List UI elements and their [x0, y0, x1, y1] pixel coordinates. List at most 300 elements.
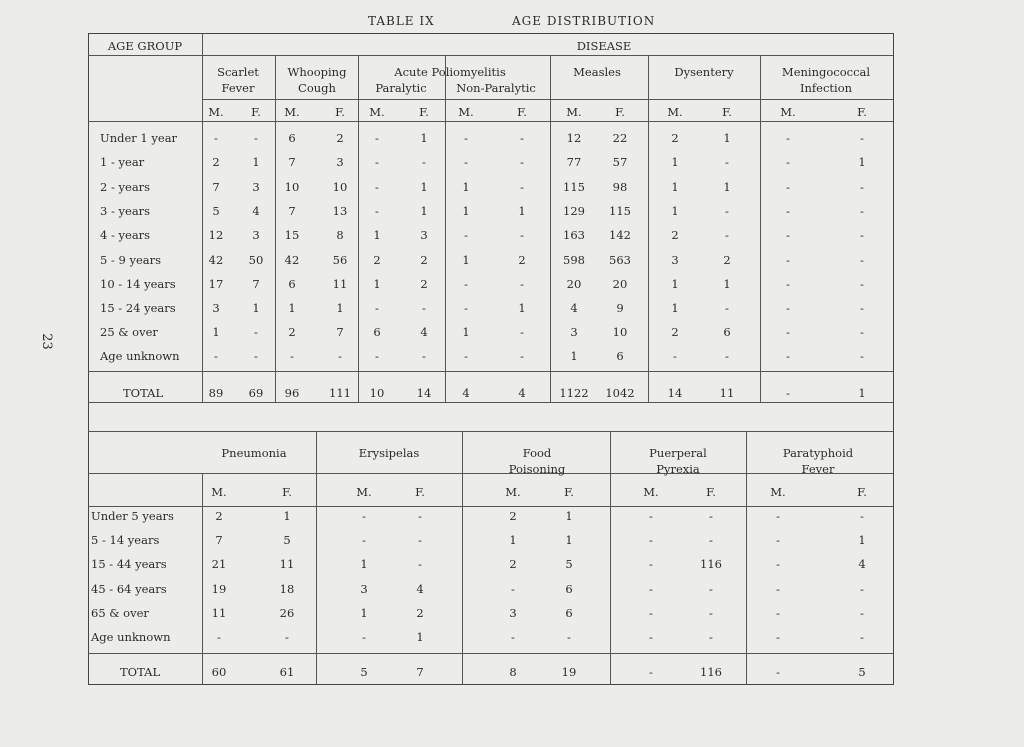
table-cell: 1: [671, 277, 679, 291]
table-cell: -: [776, 582, 780, 596]
table-cell: -: [860, 180, 864, 194]
table-cell: -: [375, 349, 379, 363]
table-cell: -: [725, 155, 729, 169]
table-cell: 7: [215, 533, 223, 547]
disease-name: Paratyphoid: [782, 446, 854, 460]
total-cell: 19: [561, 665, 577, 679]
page-number: 23: [38, 333, 54, 350]
table-cell: 1: [373, 277, 381, 291]
rule-line: [202, 473, 203, 685]
rule-line: [202, 33, 203, 402]
table-cell: 4: [416, 582, 424, 596]
table-cell: 20: [566, 277, 582, 291]
sex-header-male: M.: [780, 105, 796, 119]
table-cell: 4: [420, 325, 428, 339]
table-cell: 7: [336, 325, 344, 339]
total-cell: 5: [858, 665, 866, 679]
sex-header-male: M.: [208, 105, 224, 119]
table-cell: -: [709, 582, 713, 596]
table-cell: -: [217, 630, 221, 644]
table-cell: -: [673, 349, 677, 363]
sex-header-male: M.: [667, 105, 683, 119]
table-cell: -: [214, 349, 218, 363]
age-group-label: 2 - years: [100, 180, 151, 194]
total-cell: 1122: [559, 386, 589, 400]
table-cell: -: [214, 131, 218, 145]
table-cell: -: [860, 630, 864, 644]
table-cell: 2: [373, 253, 381, 267]
table-cell: 4: [252, 204, 260, 218]
rule-line: [445, 55, 446, 402]
table-cell: -: [362, 630, 366, 644]
table-cell: 4: [858, 557, 866, 571]
table-cell: -: [649, 606, 653, 620]
table-cell: 6: [616, 349, 624, 363]
sex-header-male: M.: [458, 105, 474, 119]
table-cell: -: [649, 582, 653, 596]
table-cell: 57: [612, 155, 628, 169]
sex-header-female: F.: [615, 105, 625, 119]
age-group-label: 15 - 44 years: [91, 557, 167, 571]
table-cell: 1: [252, 155, 260, 169]
table-cell: 13: [332, 204, 348, 218]
table-cell: 1: [858, 533, 866, 547]
disease-name: Scarlet: [217, 65, 259, 79]
table-cell: 77: [566, 155, 582, 169]
table-cell: -: [709, 533, 713, 547]
disease-name: Meningococcal: [781, 65, 871, 79]
table-cell: 17: [208, 277, 224, 291]
age-group-label: 65 & over: [91, 606, 149, 620]
table-cell: 20: [612, 277, 628, 291]
age-group-label: Under 5 years: [91, 509, 174, 523]
table-cell: 1: [565, 533, 573, 547]
table-cell: -: [511, 630, 515, 644]
table-cell: -: [860, 228, 864, 242]
disease-name-line2: Fever: [221, 81, 255, 95]
table-cell: -: [375, 131, 379, 145]
sex-header-male: M.: [211, 485, 227, 499]
rule-line: [88, 473, 893, 474]
rule-line: [275, 55, 276, 402]
table-subtitle: AGE DISTRIBUTION: [512, 14, 656, 28]
table-cell: 6: [288, 131, 296, 145]
disease-name: Puerperal: [649, 446, 707, 460]
table-cell: -: [776, 533, 780, 547]
disease-name-line2: Poisoning: [508, 462, 566, 476]
total-cell: 69: [248, 386, 264, 400]
table-cell: -: [860, 131, 864, 145]
sex-header-male: M.: [369, 105, 385, 119]
table-cell: -: [511, 582, 515, 596]
table-cell: 598: [563, 253, 585, 267]
table-cell: 11: [279, 557, 295, 571]
table-cell: 1: [723, 131, 731, 145]
total-cell: 14: [667, 386, 683, 400]
age-group-header: AGE GROUP: [107, 39, 183, 53]
disease-name: Erysipelas: [358, 446, 420, 460]
table-cell: 1: [570, 349, 578, 363]
table-cell: 1: [252, 301, 260, 315]
table-cell: 56: [332, 253, 348, 267]
table-cell: -: [464, 155, 468, 169]
table-cell: -: [860, 606, 864, 620]
table-cell: -: [254, 325, 258, 339]
table-cell: -: [520, 228, 524, 242]
table-cell: -: [786, 253, 790, 267]
age-group-label: 15 - 24 years: [100, 301, 176, 315]
table-cell: -: [422, 301, 426, 315]
total-label: TOTAL: [123, 386, 164, 400]
table-cell: 163: [563, 228, 585, 242]
table-cell: 1: [420, 131, 428, 145]
table-cell: -: [860, 582, 864, 596]
table-cell: -: [860, 301, 864, 315]
table-cell: 1: [671, 180, 679, 194]
total-cell: -: [786, 386, 790, 400]
table-cell: 2: [518, 253, 526, 267]
total-cell: 1042: [605, 386, 635, 400]
table-cell: -: [786, 204, 790, 218]
table-cell: 10: [332, 180, 348, 194]
sex-header-female: F.: [335, 105, 345, 119]
table-cell: 7: [252, 277, 260, 291]
rule-line: [445, 76, 446, 99]
disease-name: Measles: [573, 65, 621, 79]
table-cell: 5: [565, 557, 573, 571]
total-cell: 96: [284, 386, 300, 400]
table-cell: -: [786, 301, 790, 315]
sex-header-male: M.: [643, 485, 659, 499]
disease-header: DISEASE: [576, 39, 632, 53]
age-group-label: 1 - year: [100, 155, 145, 169]
sex-header-female: F.: [282, 485, 292, 499]
sex-header-male: M.: [505, 485, 521, 499]
table-cell: 19: [211, 582, 227, 596]
disease-name: Dysentery: [674, 65, 734, 79]
rule-line: [202, 99, 893, 100]
table-cell: -: [520, 155, 524, 169]
table-cell: 7: [212, 180, 220, 194]
table-cell: -: [725, 228, 729, 242]
table-cell: 10: [612, 325, 628, 339]
disease-name: Paralytic: [375, 81, 427, 95]
total-cell: 111: [329, 386, 351, 400]
disease-name: Pneumonia: [221, 446, 287, 460]
total-cell: -: [776, 665, 780, 679]
table-cell: 4: [570, 301, 578, 315]
table-cell: 1: [462, 180, 470, 194]
total-cell: 1: [858, 386, 866, 400]
table-cell: -: [860, 204, 864, 218]
table-cell: 1: [509, 533, 517, 547]
table-cell: 1: [671, 155, 679, 169]
total-cell: 10: [369, 386, 385, 400]
table-cell: -: [464, 131, 468, 145]
table-cell: 12: [566, 131, 582, 145]
sex-header-female: F.: [857, 105, 867, 119]
table-cell: -: [860, 509, 864, 523]
table-cell: -: [422, 155, 426, 169]
table-cell: 15: [284, 228, 300, 242]
table-cell: 1: [288, 301, 296, 315]
table-cell: 11: [211, 606, 227, 620]
table-cell: 6: [565, 582, 573, 596]
table-cell: 6: [565, 606, 573, 620]
table-cell: -: [375, 301, 379, 315]
sex-header-female: F.: [857, 485, 867, 499]
table-cell: -: [418, 509, 422, 523]
table-cell: 3: [509, 606, 517, 620]
table-cell: 115: [563, 180, 585, 194]
total-label: TOTAL: [120, 665, 161, 679]
table-cell: 1: [360, 606, 368, 620]
table-cell: -: [254, 131, 258, 145]
table-cell: -: [709, 606, 713, 620]
polio-header: Acute Poliomyelitis: [394, 65, 506, 79]
table-cell: 1: [212, 325, 220, 339]
disease-name-line2: Pyrexia: [656, 462, 700, 476]
age-group-label: 5 - 14 years: [91, 533, 160, 547]
rule-line: [760, 55, 761, 402]
table-cell: 22: [612, 131, 628, 145]
table-cell: -: [464, 301, 468, 315]
table-cell: -: [520, 180, 524, 194]
table-cell: -: [375, 204, 379, 218]
table-cell: -: [725, 204, 729, 218]
table-cell: 1: [723, 180, 731, 194]
table-cell: 1: [462, 204, 470, 218]
table-cell: 3: [420, 228, 428, 242]
table-number: TABLE IX: [368, 14, 435, 28]
table-cell: -: [860, 253, 864, 267]
table-cell: 563: [609, 253, 631, 267]
table-cell: 2: [288, 325, 296, 339]
total-cell: 4: [462, 386, 470, 400]
table-cell: 98: [612, 180, 628, 194]
rule-line: [610, 431, 611, 685]
table-cell: 1: [336, 301, 344, 315]
disease-name-line2: Cough: [298, 81, 336, 95]
sex-header-male: M.: [356, 485, 372, 499]
age-group-label: Age unknown: [91, 630, 171, 644]
table-cell: -: [649, 557, 653, 571]
rule-line: [746, 431, 747, 685]
total-cell: 11: [719, 386, 735, 400]
table-cell: 3: [252, 180, 260, 194]
sex-header-male: M.: [284, 105, 300, 119]
table-cell: 7: [288, 204, 296, 218]
table-cell: -: [520, 325, 524, 339]
table-cell: 3: [671, 253, 679, 267]
table-cell: -: [285, 630, 289, 644]
table-cell: -: [254, 349, 258, 363]
table-cell: 1: [723, 277, 731, 291]
table-cell: 7: [288, 155, 296, 169]
table-cell: -: [860, 349, 864, 363]
sex-header-female: F.: [722, 105, 732, 119]
table-cell: 50: [248, 253, 264, 267]
table-cell: 1: [518, 204, 526, 218]
total-cell: 61: [279, 665, 295, 679]
table-cell: -: [464, 228, 468, 242]
rule-line: [88, 55, 893, 56]
table-cell: -: [649, 509, 653, 523]
table-cell: 1: [518, 301, 526, 315]
table-cell: 2: [420, 277, 428, 291]
table-cell: -: [725, 349, 729, 363]
disease-name: Whooping: [287, 65, 347, 79]
table-cell: 3: [212, 301, 220, 315]
rule-line: [88, 653, 893, 654]
table-cell: 10: [284, 180, 300, 194]
age-group-label: 4 - years: [100, 228, 151, 242]
table-cell: 6: [723, 325, 731, 339]
age-group-label: 45 - 64 years: [91, 582, 167, 596]
table-cell: -: [520, 349, 524, 363]
table-cell: -: [464, 277, 468, 291]
rule-line: [88, 431, 893, 432]
total-cell: 116: [700, 665, 722, 679]
table-cell: 8: [336, 228, 344, 242]
disease-name: Food: [522, 446, 552, 460]
table-cell: 21: [211, 557, 227, 571]
table-cell: 12: [208, 228, 224, 242]
sex-header-female: F.: [415, 485, 425, 499]
table-cell: -: [290, 349, 294, 363]
table-cell: 2: [509, 509, 517, 523]
table-cell: 9: [616, 301, 624, 315]
table-cell: 3: [336, 155, 344, 169]
sex-header-male: M.: [566, 105, 582, 119]
table-cell: -: [776, 557, 780, 571]
table-cell: -: [786, 155, 790, 169]
table-cell: 2: [416, 606, 424, 620]
sex-header-female: F.: [706, 485, 716, 499]
table-cell: 2: [671, 325, 679, 339]
total-cell: 8: [509, 665, 517, 679]
table-cell: 11: [332, 277, 348, 291]
table-frame: [88, 33, 894, 685]
table-cell: 1: [373, 228, 381, 242]
table-cell: -: [649, 630, 653, 644]
table-cell: -: [362, 509, 366, 523]
table-cell: -: [464, 349, 468, 363]
table-cell: 3: [570, 325, 578, 339]
sex-header-male: M.: [770, 485, 786, 499]
disease-name-line2: Fever: [801, 462, 835, 476]
table-cell: 3: [360, 582, 368, 596]
total-cell: 4: [518, 386, 526, 400]
table-cell: 42: [284, 253, 300, 267]
total-cell: 5: [360, 665, 368, 679]
table-cell: 129: [563, 204, 585, 218]
table-cell: 2: [420, 253, 428, 267]
table-cell: 1: [360, 557, 368, 571]
table-cell: 2: [671, 228, 679, 242]
rule-line: [88, 121, 893, 122]
table-cell: -: [520, 131, 524, 145]
table-cell: 1: [416, 630, 424, 644]
table-cell: -: [776, 606, 780, 620]
rule-line: [88, 371, 893, 372]
rule-line: [550, 55, 551, 402]
table-cell: -: [418, 533, 422, 547]
table-cell: 2: [336, 131, 344, 145]
table-cell: 1: [565, 509, 573, 523]
table-cell: -: [860, 325, 864, 339]
table-cell: 6: [288, 277, 296, 291]
table-cell: 3: [252, 228, 260, 242]
sex-header-female: F.: [564, 485, 574, 499]
table-cell: 2: [212, 155, 220, 169]
table-cell: 5: [212, 204, 220, 218]
rule-line: [88, 506, 893, 507]
table-cell: -: [709, 630, 713, 644]
table-cell: 5: [283, 533, 291, 547]
disease-name: Non-Paralytic: [456, 81, 536, 95]
age-group-label: 5 - 9 years: [100, 253, 162, 267]
table-cell: 2: [723, 253, 731, 267]
table-cell: 18: [279, 582, 295, 596]
rule-line: [88, 402, 893, 403]
table-cell: -: [649, 533, 653, 547]
table-cell: 1: [420, 204, 428, 218]
table-cell: -: [786, 180, 790, 194]
table-cell: 1: [462, 253, 470, 267]
age-group-label: 10 - 14 years: [100, 277, 176, 291]
total-cell: 89: [208, 386, 224, 400]
table-cell: 1: [283, 509, 291, 523]
table-cell: -: [567, 630, 571, 644]
age-group-label: Under 1 year: [100, 131, 178, 145]
table-cell: -: [776, 509, 780, 523]
table-cell: 26: [279, 606, 295, 620]
table-cell: -: [786, 349, 790, 363]
rule-line: [462, 431, 463, 685]
table-cell: -: [362, 533, 366, 547]
table-cell: -: [709, 509, 713, 523]
table-cell: 115: [609, 204, 631, 218]
rule-line: [316, 431, 317, 685]
table-cell: -: [418, 557, 422, 571]
table-cell: 116: [700, 557, 722, 571]
table-cell: 2: [215, 509, 223, 523]
table-cell: -: [786, 131, 790, 145]
rule-line: [358, 55, 359, 402]
age-group-label: 3 - years: [100, 204, 151, 218]
total-cell: 14: [416, 386, 432, 400]
sex-header-female: F.: [517, 105, 527, 119]
table-cell: 1: [858, 155, 866, 169]
table-cell: 142: [609, 228, 631, 242]
table-cell: -: [776, 630, 780, 644]
table-cell: -: [375, 180, 379, 194]
table-cell: 1: [671, 301, 679, 315]
table-cell: -: [860, 277, 864, 291]
age-group-label: Age unknown: [100, 349, 180, 363]
table-cell: 2: [671, 131, 679, 145]
table-cell: 1: [462, 325, 470, 339]
total-cell: 60: [211, 665, 227, 679]
total-cell: 7: [416, 665, 424, 679]
table-cell: 6: [373, 325, 381, 339]
table-cell: -: [786, 277, 790, 291]
table-cell: 1: [420, 180, 428, 194]
sex-header-female: F.: [251, 105, 261, 119]
age-group-label: 25 & over: [100, 325, 158, 339]
rule-line: [648, 55, 649, 402]
